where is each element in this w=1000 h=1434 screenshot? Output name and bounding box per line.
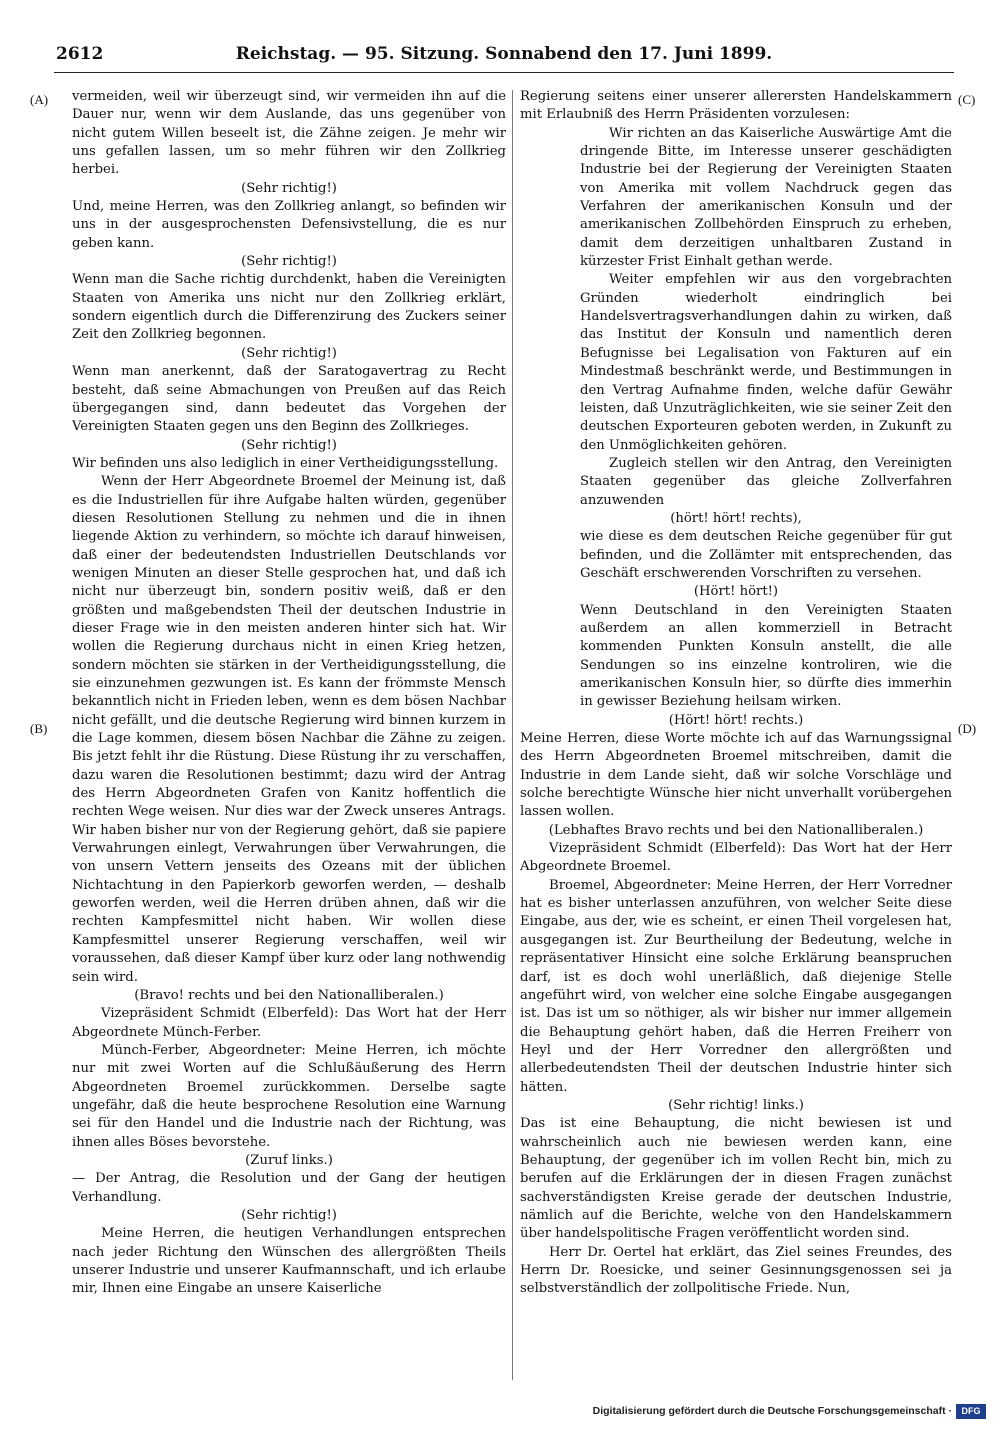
speaker-paragraph: Münch-Ferber, Abgeordneter: Meine Herren, ich möchte nur mit zwei Worten auf die Schlußäußerung des Herrn Abgeordneten Broemel zurückkommen. Derselbe sagte ungefähr, daß die heute besprochene Resolution eine Warnung sei für den Handel und die Industrie nach der Richtung, was ihnen alles Böses bevorstehe. — [72, 1042, 506, 1150]
quoted-paragraph: Zugleich stellen wir den Antrag, den Vereinigten Staaten gegenüber das gleiche Zollverfahren anzuwenden — [580, 455, 952, 508]
interjection: (Zuruf links.) — [245, 1152, 333, 1168]
paragraph: Regierung seitens einer unserer allerersten Handelskammern mit Erlaubniß des Herrn Präsidenten vorzulesen: — [520, 89, 952, 123]
paragraph: Und, meine Herren, was den Zollkrieg anlangt, so befinden wir uns in der ausgesprochensten Defensivstellung, die es nur geben kann. — [72, 199, 506, 251]
paragraph: Das ist eine Behauptung, die nicht bewiesen ist und wahrscheinlich auch nie bewiesen werden kann, eine Behauptung, der gegenüber ich im vollen Recht bin, mich zu berufen auf die Erklärungen der in diesen Fragen zunächst sachverständigsten Kreise gerade der deutschen Industrie, nämlich auf die Berichte, welche von den Handelskammern über handelspolitische Fragen veröffentlicht worden sind. — [520, 1116, 952, 1242]
page-header — [54, 42, 954, 73]
speaker-paragraph: Broemel, Abgeordneter: Meine Herren, der Herr Vorredner hat es bisher unterlassen anzuführen, von welcher Seite diese Eingabe, aus der, wie es scheint, er einen Theil vorgelesen hat, ausgegangen ist. Zur Beurtheilung der Bedeutung, welche in repräsentativer Hinsicht eine solche Erklärung beanspruchen darf, ist es doch wohl unerläßlich, daß diejenige Stelle angeführt wird, von welcher eine solche Eingabe ausgegangen ist. Das ist um so nöthiger, als wir bisher nur immer allgemein die Behauptung gehört haben, daß die Herren Freiherr von Heyl und der Herr Vorredner den allergrößten und allerbedeutendsten Theil der deutschen Industrie hinter sich hätten. — [520, 877, 952, 1095]
paragraph: Meine Herren, diese Worte möchte ich auf das Warnungssignal des Herrn Abgeordneten Broemel mitschreiben, damit die Industrie in dem Lande sieht, daß wir solche Vorschläge und solche berechtigte Wünsche hier nicht unverhallt vorübergehen lassen wollen. — [520, 731, 952, 820]
interjection: (Sehr richtig!) — [241, 1207, 337, 1223]
interjection: (Bravo! rechts und bei den Nationalliberalen.) — [134, 987, 444, 1003]
quoted-paragraph: Wenn Deutschland in den Vereinigten Staaten außerdem an allen kommerziell in Betracht kommenden Punkten Konsuln anstellt, die alle Sendungen so ins einzelne kontroliren, wie die amerikanischen Konsuln hier, so dürfte dies immerhin in gewisser Beziehung heilsam wirken. — [580, 602, 952, 710]
paragraph: vermeiden, weil wir überzeugt sind, wir vermeiden ihn auf die Dauer nur, wenn wir dem Auslande, das uns gegenüber von nicht gutem Willen beseelt ist, die Zähne zeigen. Je mehr wir uns gefallen lassen, um so mehr führen wir den Zollkrieg herbei. — [72, 89, 506, 178]
right-column — [520, 88, 952, 1388]
speaker-paragraph: Vizepräsident Schmidt (Elberfeld): Das Wort hat der Herr Abgeordnete Münch-Ferber. — [72, 1006, 506, 1040]
column-divider — [512, 90, 513, 1380]
credit-text: Digitalisierung gefördert durch die Deutsche Forschungsgemeinschaft · — [592, 1405, 952, 1417]
interjection: (Sehr richtig!) — [241, 345, 337, 361]
paragraph: Meine Herren, die heutigen Verhandlungen entsprechen nach jeder Richtung den Wünschen des allergrößten Theils unserer Industrie und unserer Kaufmannschaft, und ich erlaube mir, Ihnen eine Eingabe an unsere Kaiserliche — [72, 1226, 506, 1297]
margin-marker-d: (D) — [958, 721, 977, 736]
paragraph: Wenn man die Sache richtig durchdenkt, haben die Vereinigten Staaten von Amerika uns nicht nur den Zollkrieg erklärt, sondern eigentlich durch die Differenzirung des Zuckers seiner Zeit den Zollkrieg begonnen. — [72, 272, 506, 343]
interjection: (Lebhaftes Bravo rechts und bei den Nationalliberalen.) — [548, 822, 924, 838]
digitization-credit — [593, 1403, 986, 1419]
paragraph: Wenn der Herr Abgeordnete Broemel der Meinung ist, daß es die Industriellen für ihre Aufgabe halten würden, gegenüber diesen Resolutionen Stellung zu nehmen und die in ihnen liegende Aktion zu verhindern, so möchte ich darauf hinweisen, daß einer der bedeutendsten Industriellen Deutschlands vor wenigen Minuten an dieser Stelle gesprochen hat, und daß ich nicht nur überzeugt bin, sondern positiv weiß, daß er den größten und maßgebendsten Theil der deutschen Industrie in dieser Frage wie in den meisten anderen hinter sich hat. Wir wollen die Regierung durchaus nicht in einen Krieg hetzen, sondern möchten sie stärken in der Vertheidigungsstellung, die sie einzunehmen gezwungen ist. Es kann der frömmste Mensch bekanntlich nicht in Frieden leben, wenn es dem bösen Nachbar nicht gefällt, und die deutsche Regierung wird binnen kurzem in die Lage kommen, diesem bösen Nachbar die Zähne zu zeigen. Bis jetzt fehlt ihr die Rüstung. Diese Rüstung ihr zu verschaffen, dazu waren die Resolutionen bestimmt; dazu wird der Antrag des Herrn Abgeordneten Grafen von Kanitz hoffentlich die rechten Wege weisen. Nur dies war der Zweck unseres Antrags. Wir haben bisher nur von der Regierung gehört, daß sie papiere Verwahrungen einlegt, Verwahrungen über Verwahrungen, die von unsern Vettern jenseits des Ozeans mit der üblichen Nichtachtung in den Papierkorb geworfen werden, — deshalb geworfen werden, weil die Herren drüben ahnen, daß wir die rechten Kampfesmittel nicht haben. Wir wollen diese Kampfesmittel unserer Regierung verschaffen, weil wir voraussehen, daß dieser Kampf über kurz oder lang nothwendig sein wird. — [72, 474, 506, 985]
dfg-logo: DFG — [956, 1404, 986, 1419]
interjection: (hört! hört! rechts), — [670, 510, 802, 526]
page-title: Reichstag. — 95. Sitzung. Sonnabend den 17. Juni 1899. — [235, 44, 773, 64]
speaker-paragraph: Vizepräsident Schmidt (Elberfeld): Das Wort hat der Herr Abgeordnete Broemel. — [520, 841, 952, 875]
interjection: (Sehr richtig!) — [241, 180, 337, 196]
interjection: (Hört! hört! rechts.) — [668, 712, 804, 728]
paragraph: Wir befinden uns also lediglich in einer Vertheidigungsstellung. — [72, 455, 499, 471]
interjection: (Sehr richtig!) — [241, 437, 337, 453]
margin-marker-b: (B) — [30, 721, 48, 736]
quoted-paragraph: Weiter empfehlen wir aus den vorgebrachten Gründen wiederholt eindringlich bei Handelsvertragsverhandlungen dahin zu wirken, daß das Institut der Konsuln und namentlich deren Befugnisse bei Legalisation von Fakturen auf ein Mindestmaß beschränkt werde, und Bestimmungen in den Vertrag Aufnahme finden, welche dafür Gewähr leisten, daß Unzuträglichkeiten, wie sie seiner Zeit den deutschen Exporteuren geboten werden, in Zukunft zu den Unmöglichkeiten gehören. — [580, 272, 952, 453]
left-column — [72, 88, 506, 1388]
quoted-paragraph: Wir richten an das Kaiserliche Auswärtige Amt die dringende Bitte, im Interesse unserer geschädigten Industrie bei der Regierung der Vereinigten Staaten von Amerika mit vollem Nachdruck gegen das Verfahren der amerikanischen Konsuln und der amerikanischen Zollbehörden Einspruch zu erheben, damit dem derzeitigen unhaltbaren Zustand in kürzester Frist Einhalt gethan werde. — [580, 125, 952, 270]
interjection: (Hört! hört!) — [693, 584, 779, 600]
margin-marker-a: (A) — [30, 92, 49, 107]
interjection: (Sehr richtig!) — [241, 254, 337, 270]
paragraph: Herr Dr. Oertel hat erklärt, das Ziel seines Freundes, des Herrn Dr. Roesicke, und seiner Gesinnungsgenossen sei ja selbstverständlich der zollpolitische Friede. Nun, — [520, 1244, 952, 1297]
margin-marker-c: (C) — [958, 92, 976, 107]
interjection: (Sehr richtig! links.) — [668, 1097, 804, 1113]
paragraph: — Der Antrag, die Resolution und der Gang der heutigen Verhandlung. — [72, 1171, 506, 1205]
paragraph: Wenn man anerkennt, daß der Saratogavertrag zu Recht besteht, daß seine Abmachungen von Preußen auf das Reich übergegangen sind, dann bedeutet das Vorgehen der Vereinigten Staaten gegen uns den Beginn des Zollkrieges. — [72, 364, 506, 435]
quoted-paragraph: wie diese es dem deutschen Reiche gegenüber für gut befinden, und die Zollämter mit entsprechenden, das Geschäft erschwerenden Vorschriften zu versehen. — [580, 529, 952, 581]
page-number: 2612 — [56, 44, 104, 64]
